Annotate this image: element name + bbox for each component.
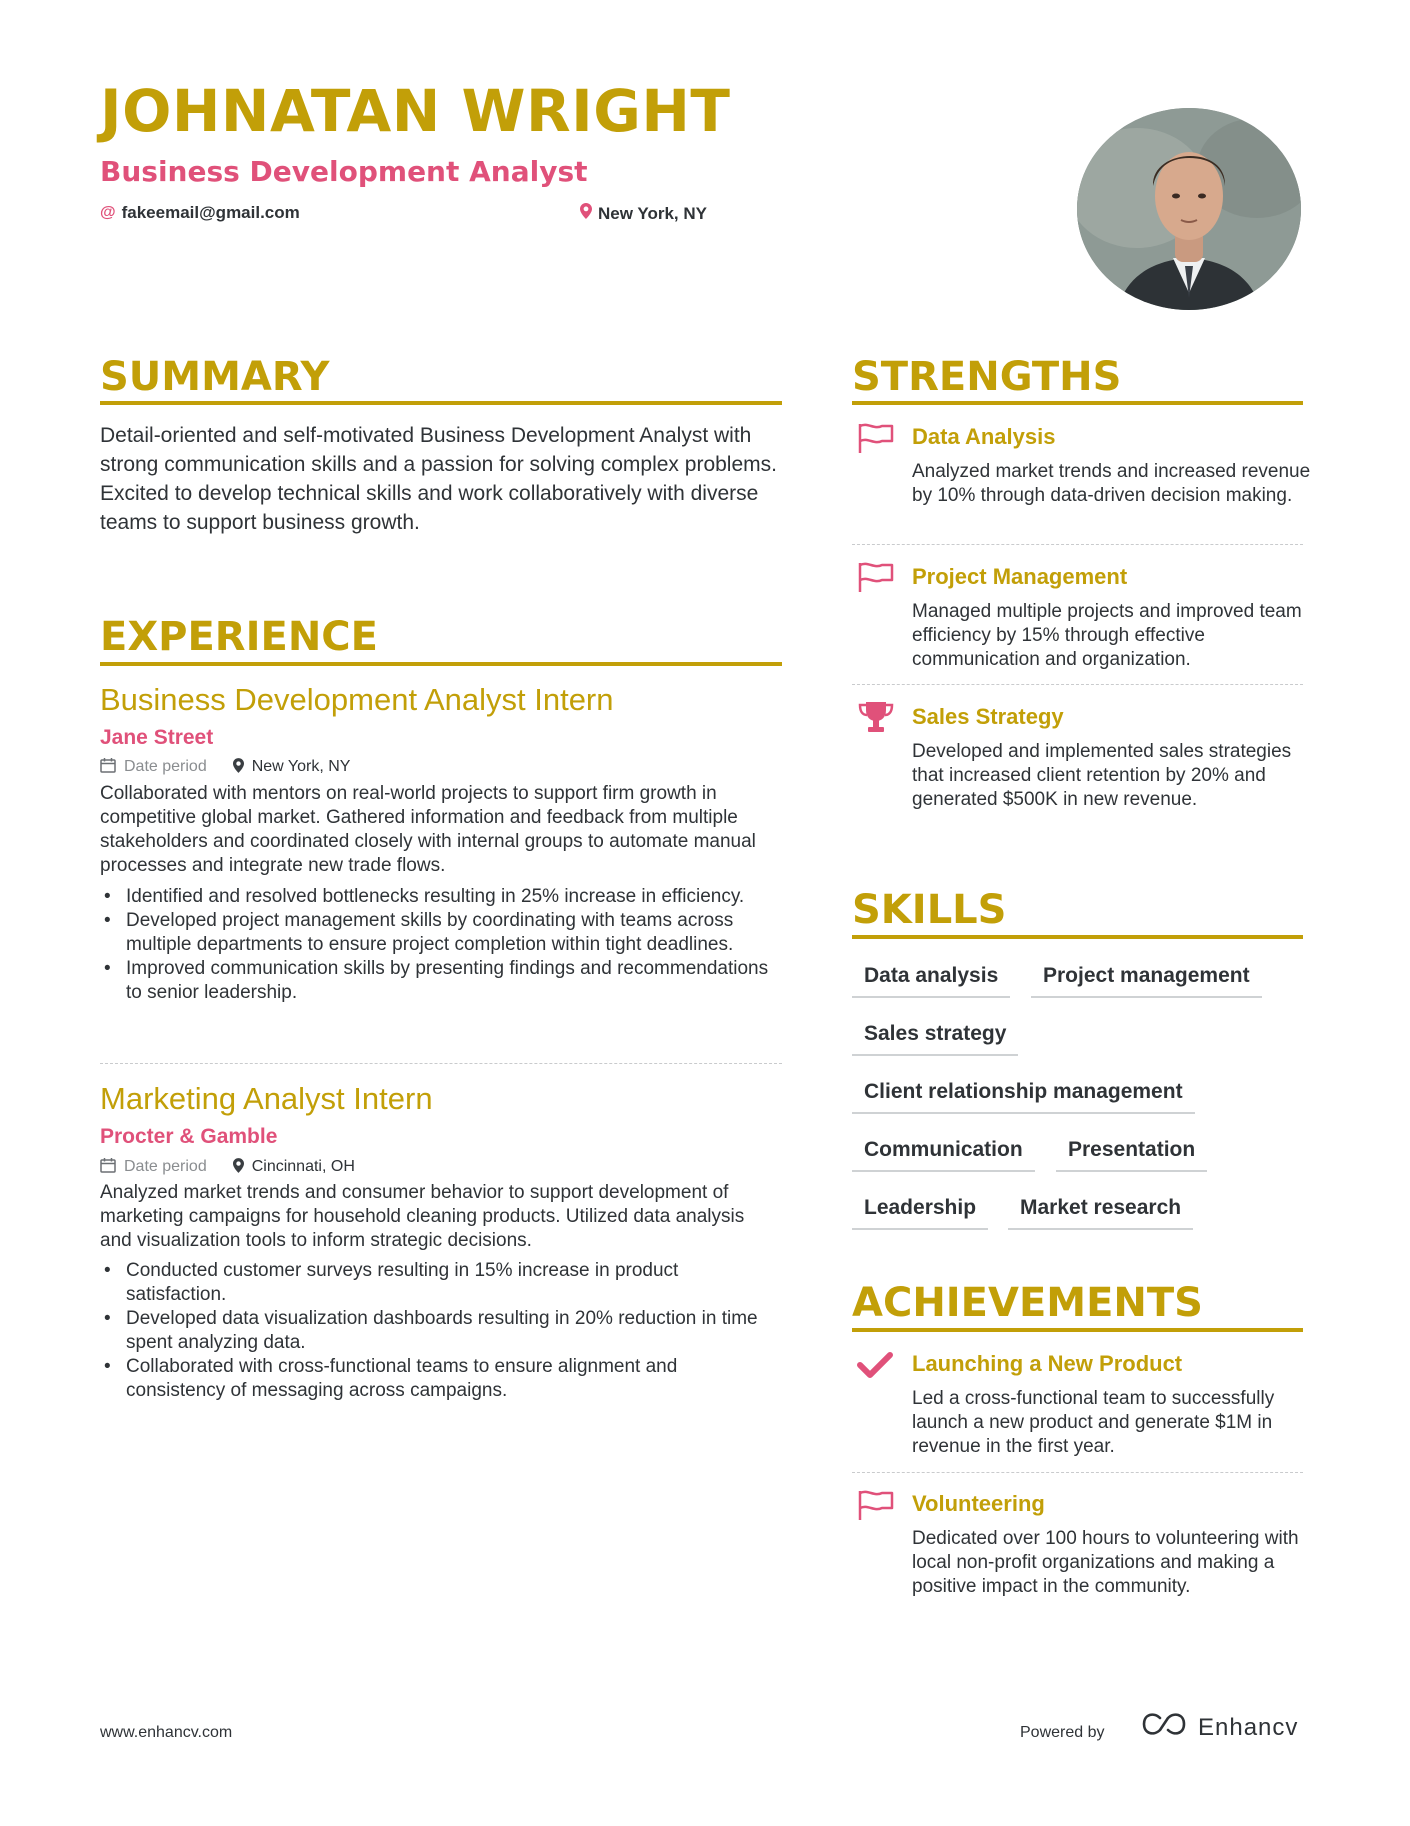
job-meta (100, 1157, 355, 1177)
achievement-title: Launching a New Product (912, 1351, 1183, 1376)
calendar-icon (100, 1157, 116, 1177)
footer-website[interactable]: www.enhancv.com (100, 1724, 233, 1741)
job-bullets (100, 1259, 780, 1403)
map-pin-icon (580, 203, 592, 224)
summary-heading: SUMMARY (100, 354, 330, 400)
job-meta (100, 757, 350, 777)
skills-divider (852, 935, 1303, 939)
at-icon: @ (100, 204, 116, 221)
summary-divider (100, 401, 782, 405)
email-contact[interactable] (100, 203, 300, 223)
email-text: fakeemail@gmail.com (121, 203, 300, 222)
job-bullet: • Identified and resolved bottlenecks resulting in 25% increase in efficiency. (100, 885, 780, 909)
company-name: Jane Street (100, 726, 214, 749)
strength-title: Data Analysis (912, 424, 1056, 449)
skill-tag: Client relationship management (852, 1081, 1195, 1114)
achievement-title: Volunteering (912, 1491, 1045, 1516)
achievement-divider (852, 1472, 1303, 1473)
skill-tag: Presentation (1056, 1139, 1207, 1172)
achievement-text: Dedicated over 100 hours to volunteering with local non-profit organizations and making a positive impact in the community. (912, 1528, 1299, 1597)
job-title: Business Development Analyst Intern (100, 682, 614, 717)
skill-tag: Leadership (852, 1197, 988, 1230)
flag-icon (856, 421, 896, 455)
job-bullet: • Conducted customer surveys resulting in 15% increase in product satisfaction. (100, 1259, 780, 1307)
skill-tag: Data analysis (852, 965, 1010, 998)
strength-title: Project Management (912, 564, 1128, 589)
strength-text: Managed multiple projects and improved team efficiency by 15% through effective communication and organization. (912, 601, 1302, 670)
candidate-title: Business Development Analyst (100, 155, 588, 188)
job-location: Cincinnati, OH (251, 1158, 355, 1175)
enhancv-logo-text: Enhancv (1198, 1713, 1299, 1741)
job-bullet: • Improved communication skills by presenting findings and recommendations to senior leadership. (100, 957, 780, 1005)
job-description: Collaborated with mentors on real-world projects to support firm growth in competitive global market. Gathered information and feedback from multiple stakeholders and coordinated closely with internal groups to automate manual processes and integrate new trade flows. (100, 783, 756, 876)
skill-tag: Project management (1031, 965, 1262, 998)
job-bullet: • Collaborated with cross-functional teams to ensure alignment and consistency of messaging across campaigns. (100, 1355, 780, 1403)
skill-tag: Communication (852, 1139, 1035, 1172)
strength-text: Developed and implemented sales strategies that increased client retention by 20% and generated $500K in new revenue. (912, 741, 1292, 810)
enhancv-logo[interactable] (1140, 1712, 1298, 1743)
job-bullets (100, 885, 780, 1005)
skill-tag: Market research (1008, 1197, 1193, 1230)
job-title: Marketing Analyst Intern (100, 1081, 433, 1116)
strengths-divider (852, 401, 1303, 405)
enhancv-logo-icon (1140, 1712, 1188, 1743)
job-date: Date period (124, 1158, 207, 1175)
job-bullet: • Developed project management skills by coordinating with teams across multiple departments to ensure project completion within tight deadlines. (100, 909, 780, 957)
location-contact (580, 203, 707, 224)
job-location: New York, NY (251, 758, 351, 775)
summary-text: Detail-oriented and self-motivated Business Development Analyst with strong communication skills and a passion for solving complex problems. Excited to develop technical skills and work collaboratively with diverse teams to support business growth. (100, 424, 777, 534)
map-pin-icon (233, 758, 244, 777)
skills-heading: SKILLS (852, 887, 1007, 933)
strength-title: Sales Strategy (912, 704, 1064, 729)
trophy-icon (856, 700, 896, 734)
achievements-divider (852, 1328, 1303, 1332)
skill-tag: Sales strategy (852, 1023, 1018, 1056)
candidate-name: JOHNATAN WRIGHT (100, 77, 731, 145)
map-pin-icon (233, 1158, 244, 1177)
check-icon (856, 1348, 896, 1382)
strength-divider (852, 684, 1303, 685)
job-divider (100, 1063, 782, 1064)
footer-powered-by: Powered by (1020, 1724, 1105, 1741)
achievements-heading: ACHIEVEMENTS (852, 1280, 1203, 1326)
strength-divider (852, 544, 1303, 545)
experience-divider (100, 662, 782, 666)
flag-icon (856, 1488, 896, 1522)
strengths-heading: STRENGTHS (852, 354, 1122, 400)
calendar-icon (100, 757, 116, 777)
company-name: Procter & Gamble (100, 1125, 278, 1148)
job-description: Analyzed market trends and consumer behavior to support development of marketing campaigns for household cleaning products. Utilized data analysis and visualization tools to inform strategic decisions. (100, 1182, 745, 1251)
experience-heading: EXPERIENCE (100, 614, 378, 660)
location-text: New York, NY (598, 203, 707, 223)
achievement-text: Led a cross-functional team to successfully launch a new product and generate $1M in revenue in the first year. (912, 1388, 1275, 1457)
strength-text: Analyzed market trends and increased revenue by 10% through data-driven decision making. (912, 461, 1311, 506)
profile-photo (1077, 108, 1301, 310)
flag-icon (856, 560, 896, 594)
job-bullet: • Developed data visualization dashboards resulting in 20% reduction in time spent analyzing data. (100, 1307, 780, 1355)
job-date: Date period (124, 758, 207, 775)
